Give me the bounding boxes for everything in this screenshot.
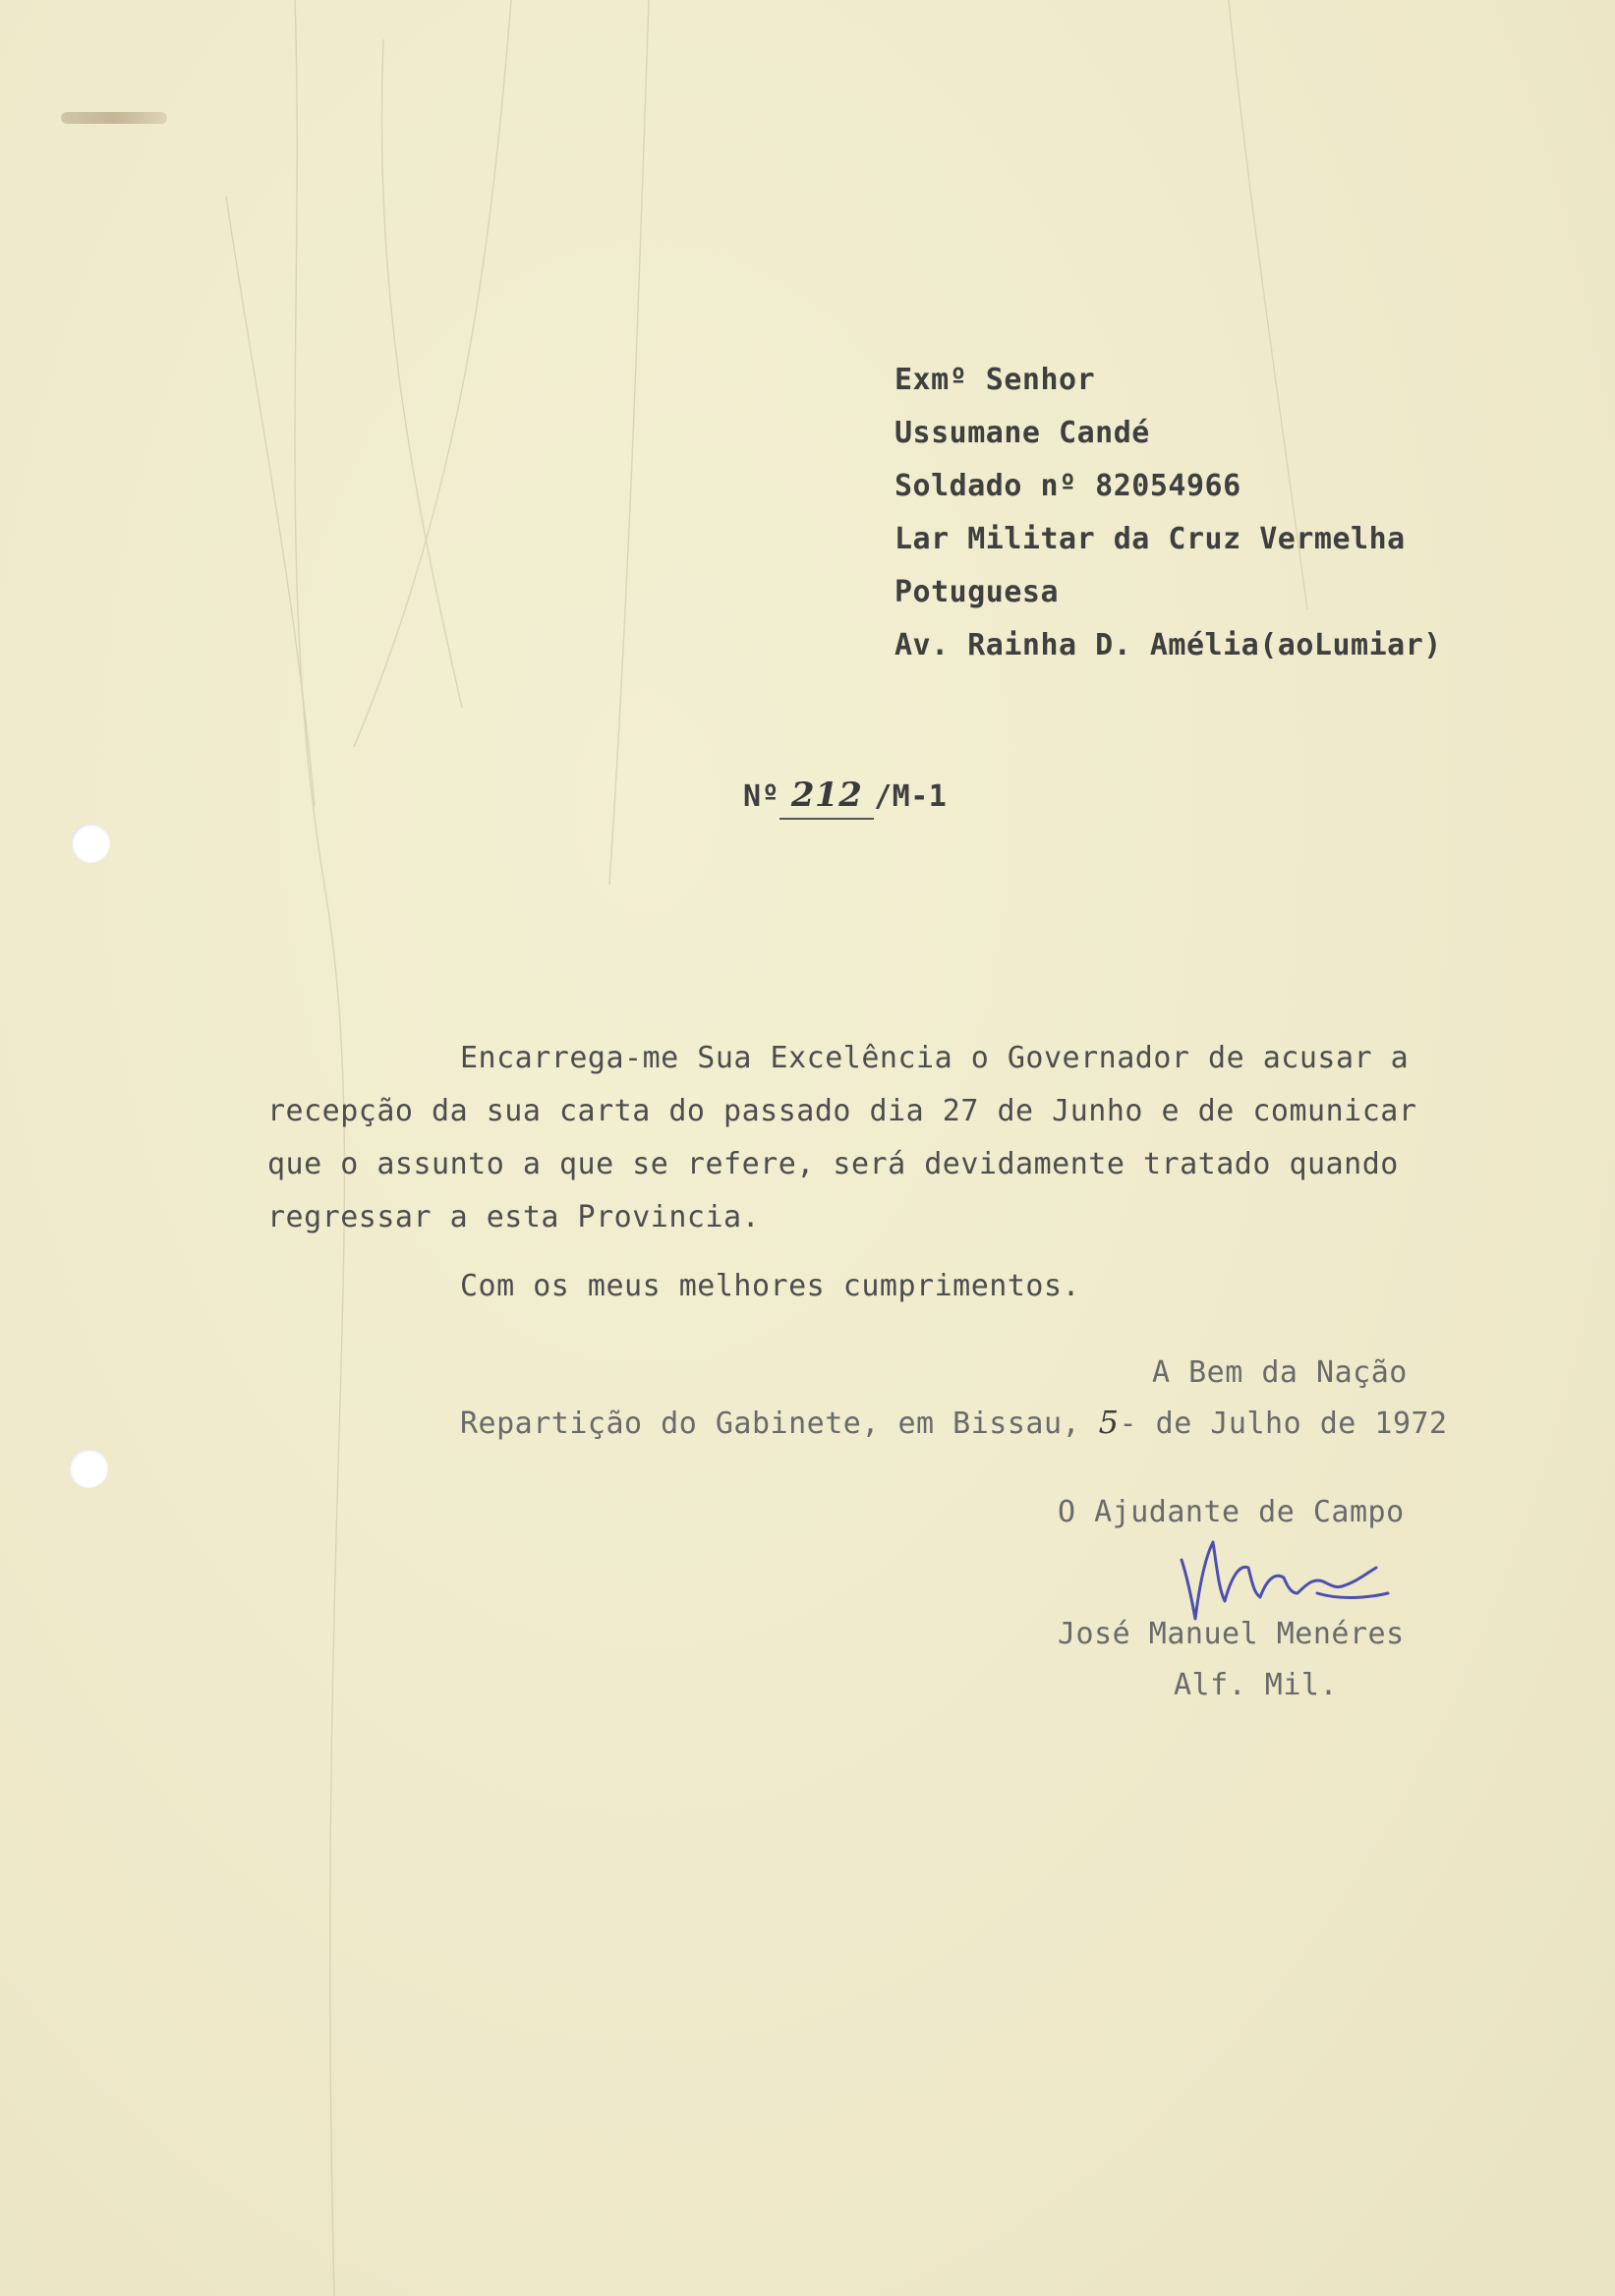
letter-body: [267, 1032, 1486, 1244]
reference-prefix: Nº: [743, 779, 780, 814]
address-institution: Lar Militar da Cruz Vermelha: [894, 522, 1406, 556]
place-date-prefix: Repartição do Gabinete, em Bissau,: [460, 1406, 1081, 1441]
address-salutation: Exmº Senhor: [894, 363, 1096, 397]
address-recipient-name: Ussumane Candé: [894, 416, 1150, 450]
reference-suffix: /M-1: [874, 779, 948, 814]
body-line: regressar a esta Provincia.: [267, 1200, 761, 1234]
place-date-suffix: - de Julho de 1972: [1119, 1406, 1448, 1441]
signer-rank: Alf. Mil.: [1174, 1668, 1339, 1702]
signer-title: O Ajudante de Campo: [1058, 1495, 1405, 1529]
recipient-address-block: [894, 354, 1442, 672]
staple-mark: [61, 112, 167, 124]
handwritten-day: 5: [1098, 1404, 1120, 1441]
body-line: que o assunto a que se refere, será devidamente tratado quando: [267, 1147, 1399, 1181]
address-street: Av. Rainha D. Amélia(aoLumiar): [894, 628, 1442, 662]
body-line: recepção da sua carta do passado dia 27 de Junho e de comunicar: [267, 1094, 1417, 1128]
address-service-number: Soldado nº 82054966: [894, 469, 1241, 503]
closing-greeting: Com os meus melhores cumprimentos.: [460, 1269, 1081, 1303]
reference-number: [743, 773, 947, 818]
reference-handwritten-number: 212: [779, 773, 874, 820]
place-and-date: [460, 1396, 1448, 1449]
address-institution-cont: Potuguesa: [894, 575, 1060, 609]
punch-hole-bottom: [69, 1449, 108, 1488]
signer-name: José Manuel Menéres: [1058, 1617, 1405, 1651]
motto: A Bem da Nação: [1152, 1355, 1408, 1390]
body-line: Encarrega-me Sua Excelência o Governador de acusar a: [460, 1041, 1410, 1075]
punch-hole-top: [71, 824, 110, 863]
